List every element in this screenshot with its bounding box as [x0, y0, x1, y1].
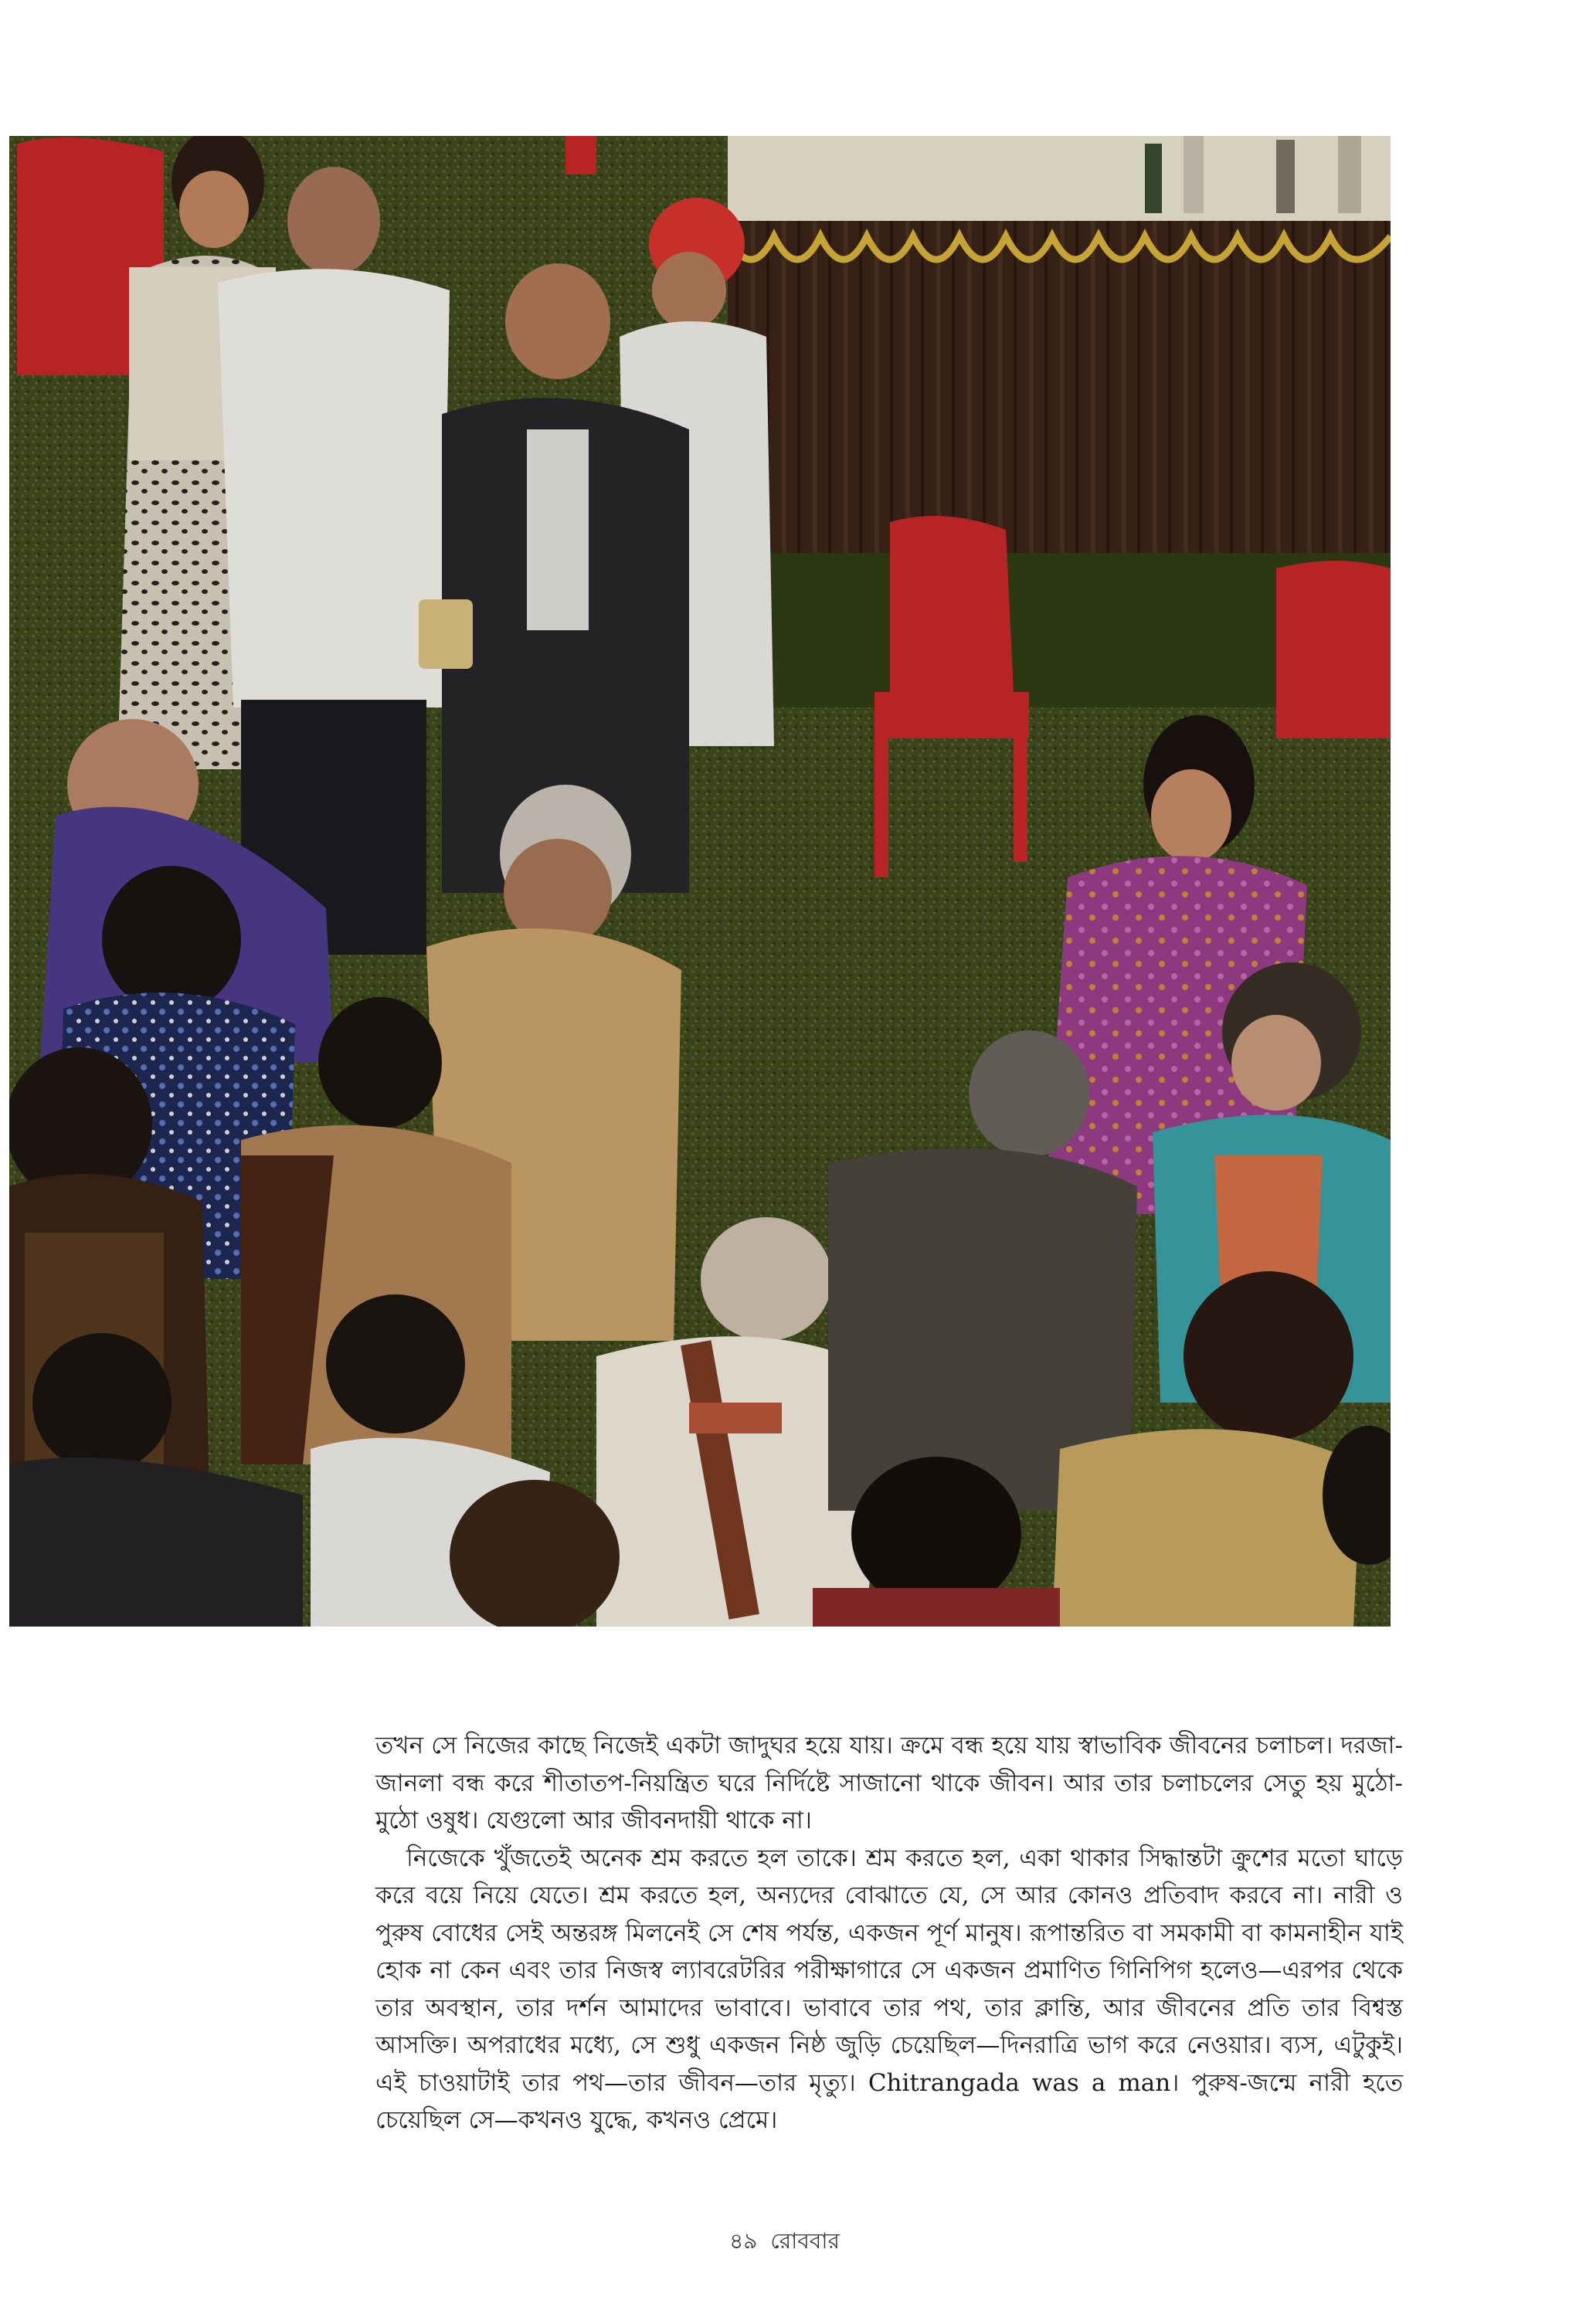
event-photo — [9, 136, 1391, 1627]
paragraph-1: তখন সে নিজের কাছে নিজেই একটা জাদুঘর হয়ে যায়। ক্রমে বন্ধ হয়ে যায় স্বাভাবিক জীবনের চলাচল। দরজা-জানলা বন্ধ করে শীতাতপ-নিয়ন্ত্রিত ঘরে নির্দিষ্টে সাজানো থাকে জীবন। আর তার চলাচলের সেতু হয় মুঠো-মুঠো ওষুধ। যেগুলো আর জীবনদায়ী থাকে না। — [375, 1732, 1403, 1834]
paragraph-2: নিজেকে খুঁজতেই অনেক শ্রম করতে হল তাকে। শ্রম করতে হল, একা থাকার সিদ্ধান্তটা ক্রুশের মতো ঘাড়ে করে বয়ে নিয়ে যেতে। শ্রম করতে হল, অন্যদের বোঝাতে যে, সে আর কোনও প্রতিবাদ করবে না। নারী ও পুরুষ বোধের সেই অন্তরঙ্গ মিলনেই সে শেষ পর্যন্ত, একজন পূর্ণ মানুষ। রূপান্তরিত বা সমকামী বা কামনাহীন যাই হোক না কেন এবং তার নিজস্ব ল্যাবরেটরির পরীক্ষাগারে সে একজন প্রমাণিত গিনিপিগ হলেও—এরপর থেকে তার অবস্থান, তার দর্শন আমাদের ভাবাবে। ভাবাবে তার পথ, তার ক্লান্তি, আর জীবনের প্রতি তার বিশ্বস্ত আসক্তি। অপরাধের মধ্যে, সে শুধু একজন নিষ্ঠ জুড়ি চেয়েছিল—দিনরাত্রি ভাগ করে নেওয়ার। ব্যস, এটুকুই। এই চাওয়াটাই তার পথ—তার জীবন—তার মৃত্যু। Chitrangada was a man। পুরুষ-জন্মে নারী হতে চেয়েছিল সে—কখনও যুদ্ধে, কখনও প্রেমে। — [375, 1844, 1403, 2134]
page-footer — [0, 2224, 1569, 2261]
event-photo-drawing — [9, 136, 1391, 1627]
article-body — [375, 1727, 1403, 2139]
magazine-name: রোববার — [770, 2228, 840, 2254]
page-number: ৪৯ — [729, 2228, 758, 2254]
